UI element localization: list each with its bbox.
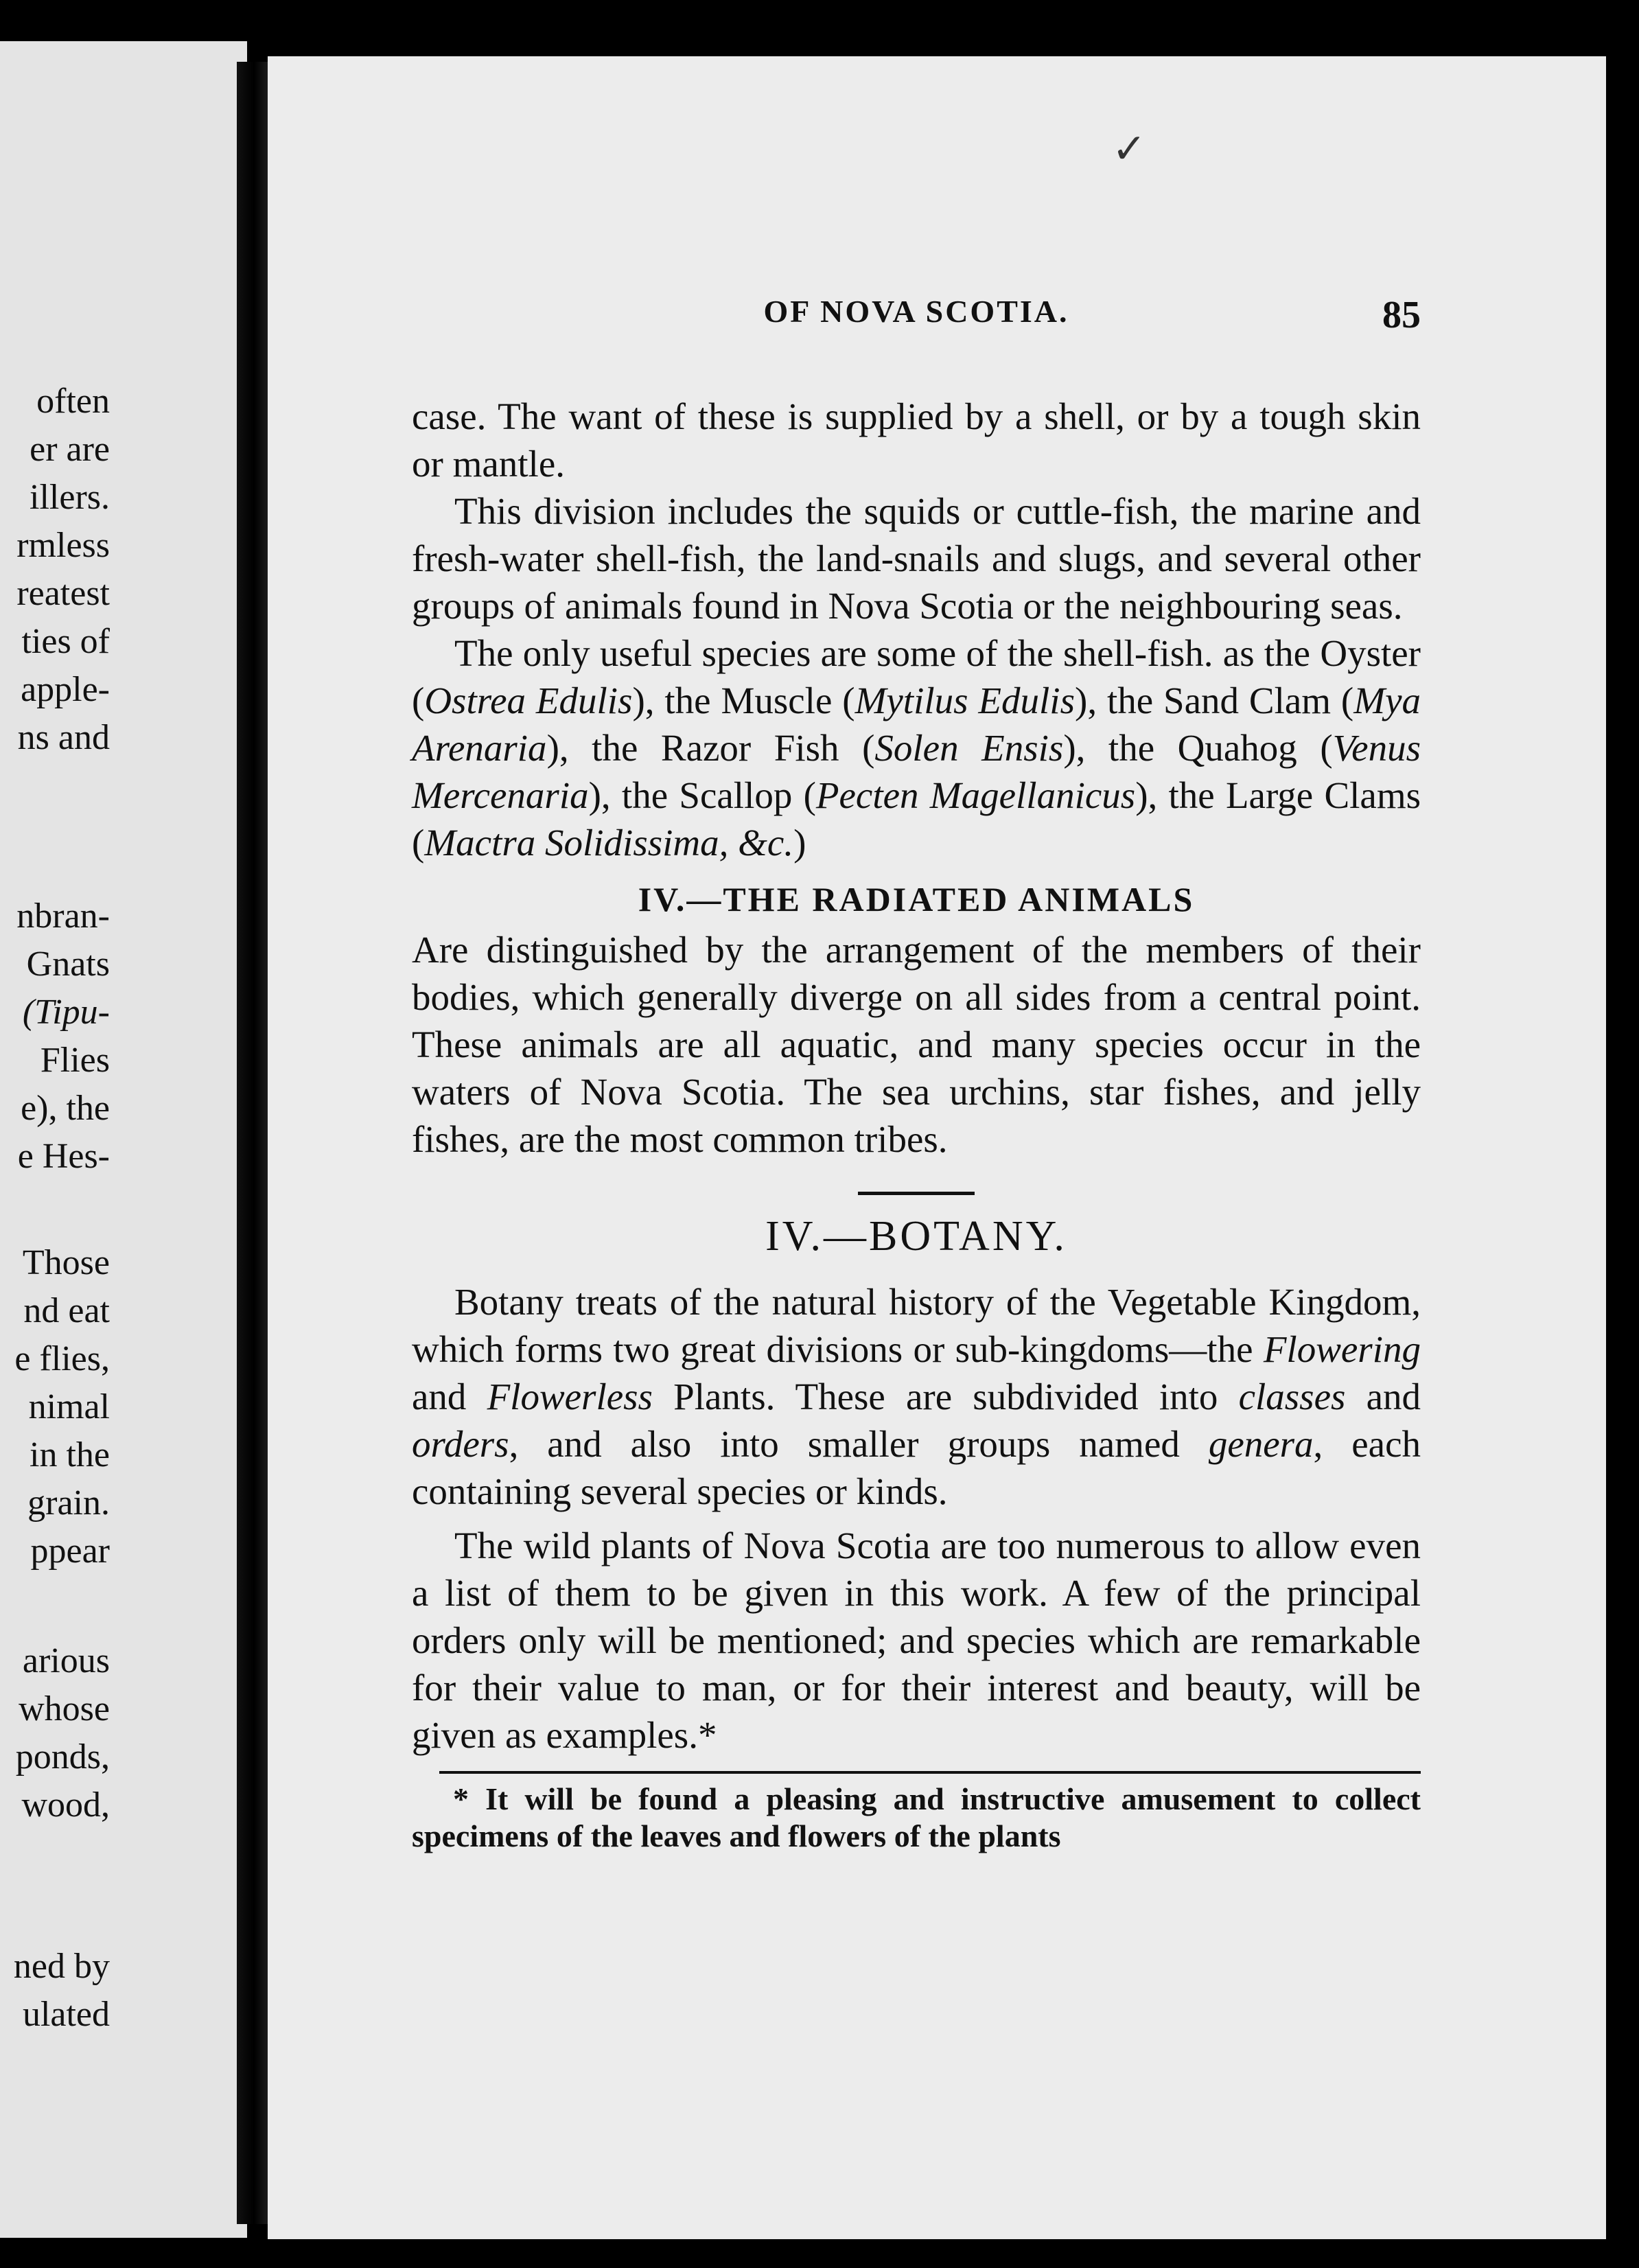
chapter-heading-botany: IV.—BOTANY.: [765, 1213, 1067, 1260]
left-line: arious: [22, 1641, 110, 1680]
scan-border: [0, 2241, 1639, 2268]
left-line: er are: [30, 430, 110, 469]
paragraph-wild-plants: The wild plants of Nova Scotia are too numerous to allow even a list of them to be given in this work. A few of the principal orders only will be mentioned; and species which are remarkable for their value to man, or for their interest and beauty, will be given as examples.*: [412, 1525, 1421, 1756]
text-run: The only useful species are some of the shell-fish. as the Oyster (: [412, 632, 1421, 721]
text-run: , each containing several species or kinds.: [412, 1423, 1421, 1512]
species-name: Solen Ensis: [874, 727, 1064, 769]
emphasis: Flowerless: [487, 1376, 653, 1418]
emphasis: genera: [1208, 1423, 1314, 1465]
text-run: and: [1345, 1376, 1421, 1418]
page-body: [412, 393, 1421, 1855]
text-run: and: [412, 1376, 487, 1418]
paragraph-radiated: Are distinguished by the arrangement of the members of their bodies, which generally diverge on all sides from a central point. These animals are all aquatic, and many species occur in the waters of Nova Scotia. The sea urchins, star fishes, and jelly fishes, are the most common tribes.: [412, 929, 1421, 1160]
emphasis: classes: [1238, 1376, 1346, 1418]
section-heading-radiated: IV.—THE RADIATED ANIMALS: [638, 880, 1195, 918]
left-line: whose: [19, 1689, 110, 1728]
left-line: illers.: [30, 478, 110, 517]
left-line: e Hes-: [17, 1137, 110, 1176]
left-line: Those: [22, 1243, 110, 1282]
left-line: ns and: [17, 718, 110, 757]
left-line: ponds,: [15, 1737, 110, 1777]
book-page: [268, 56, 1606, 2239]
text-run: ), the Muscle (: [632, 680, 855, 721]
left-line: ned by: [13, 1947, 110, 1986]
emphasis: orders: [412, 1423, 509, 1465]
pencil-tick-mark: ✓: [1112, 126, 1147, 172]
left-line: Gnats: [26, 945, 110, 984]
left-line: in the: [30, 1435, 110, 1474]
left-line: nimal: [28, 1387, 110, 1426]
left-page-fragment: [0, 41, 247, 2238]
text-run: Plants. These are subdivided into: [652, 1376, 1239, 1418]
left-line: grain.: [27, 1483, 110, 1523]
left-line: wood,: [21, 1785, 110, 1825]
species-name: Mya Arenaria: [412, 680, 1421, 769]
left-line: ulated: [22, 1995, 110, 2034]
text-run: ), the Sand Clam (: [1075, 680, 1354, 721]
left-lines-group-4: [0, 1637, 110, 1829]
running-head: [412, 293, 1421, 348]
section-divider: [858, 1192, 975, 1195]
paragraph-continuation: case. The want of these is supplied by a shell, or by a tough skin or mantle.: [412, 395, 1421, 485]
left-line: ppear: [30, 1531, 110, 1571]
paragraph-division: This division includes the squids or cuttle-fish, the marine and fresh-water shell-fish, the land-snails and slugs, and several other groups of animals found in Nova Scotia or the neighbouring seas.: [412, 490, 1421, 627]
text-run: ), the Scallop (: [588, 774, 816, 816]
species-name: Ostrea Edulis: [424, 680, 633, 721]
left-line: apple-: [21, 670, 110, 709]
species-name: Mytilus Edulis: [855, 680, 1075, 721]
paragraph-botany-intro: [412, 1278, 1421, 1515]
text-run: , and also into smaller groups named: [509, 1423, 1209, 1465]
paragraph-species: [412, 629, 1421, 866]
text-run: Botany treats of the natural history of the Vegetable Kingdom, which forms two great divisions or sub-kingdoms—the: [412, 1281, 1421, 1370]
emphasis: Flowering: [1263, 1328, 1421, 1370]
text-run: ): [793, 822, 806, 864]
text-run: ), the Quahog (: [1063, 727, 1333, 769]
left-lines-group-1: [0, 378, 110, 762]
species-name: Mactra Solidissima, &c.: [424, 822, 794, 864]
left-line: e), the: [21, 1089, 110, 1128]
left-lines-group-5: [0, 1943, 110, 2039]
left-line: nbran-: [16, 896, 110, 936]
species-name: Venus Mercenaria: [412, 727, 1421, 816]
left-line: ties of: [21, 622, 110, 661]
text-run: ), the Razor Fish (: [546, 727, 875, 769]
left-lines-group-3: [0, 1239, 110, 1575]
footnote-rule: [439, 1771, 1421, 1774]
species-name: Pecten Magellanicus: [815, 774, 1136, 816]
left-line: reatest: [16, 574, 110, 613]
left-lines-group-2: [0, 892, 110, 1181]
left-line: Flies: [40, 1041, 110, 1080]
left-line: rmless: [16, 526, 110, 565]
page-number: 85: [1382, 294, 1421, 336]
footnote: * It will be found a pleasing and instructive amusement to collect specimens of the leaves and flowers of the plants: [412, 1781, 1421, 1853]
left-line: (Tipu-: [22, 993, 110, 1032]
running-title: OF NOVA SCOTIA.: [763, 294, 1069, 329]
book-gutter: [237, 62, 271, 2224]
left-line: often: [36, 382, 110, 421]
left-line: e flies,: [14, 1339, 110, 1378]
left-line: nd eat: [23, 1291, 110, 1330]
text-run: ), the Large Clams (: [412, 774, 1421, 864]
